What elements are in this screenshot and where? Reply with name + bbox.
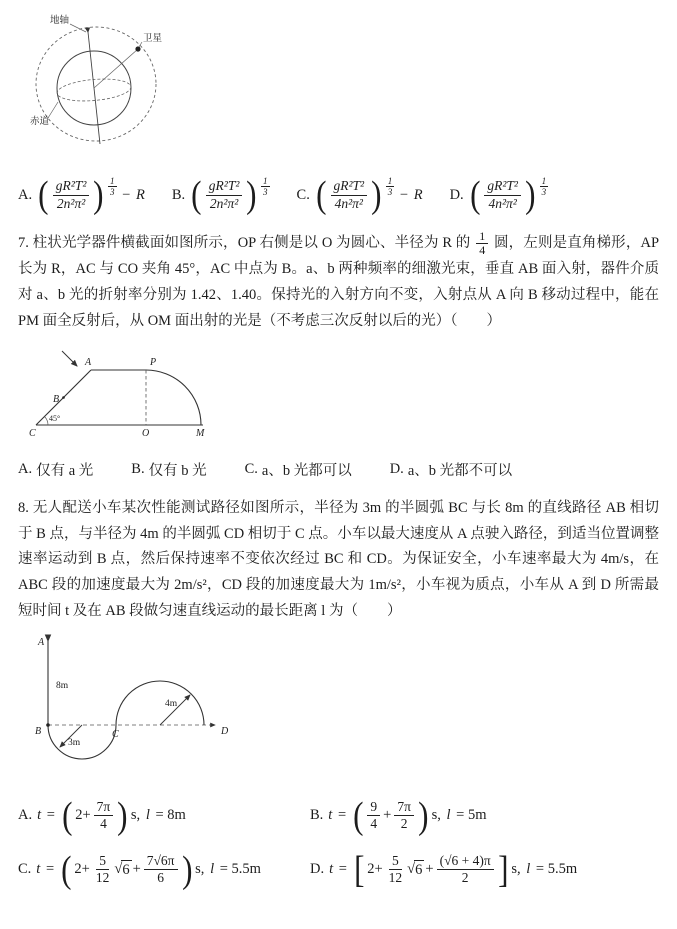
math-paren: ) (525, 174, 536, 216)
option-label: A. (18, 186, 33, 203)
label-b: B (35, 725, 42, 737)
incident-ray-arrow (62, 351, 77, 366)
option-8a (18, 794, 310, 837)
label-d: D (221, 725, 229, 737)
option-label: D. (449, 186, 464, 203)
math-text: + (383, 807, 392, 824)
math-paren: ] (497, 848, 509, 891)
option-8c (18, 848, 310, 891)
option-label: D. (310, 861, 325, 878)
math-paren: ( (191, 174, 202, 216)
label-m: M (196, 427, 205, 439)
option-7a (18, 459, 93, 480)
label-4m: 4m (165, 698, 178, 709)
equator-label: 赤道 (30, 117, 50, 127)
option-formula (36, 176, 146, 214)
math-variable: t (328, 807, 333, 824)
math-text: s, (431, 807, 445, 824)
math-fraction: $\frac{(√6 + 4)\pi}{2}$ (437, 853, 494, 886)
math-text: = 5.5m (532, 861, 578, 878)
question7-stem (18, 230, 659, 335)
math-fraction: $\frac{5}{12}$ (95, 853, 110, 886)
semicircle-cd (116, 681, 204, 725)
math-variable: l (145, 807, 150, 824)
angle-arc (45, 416, 48, 424)
math-text: = 5m (452, 807, 487, 824)
math-text: 2+ (367, 861, 383, 878)
math-text: = (43, 807, 59, 824)
option-formula (35, 848, 262, 891)
question8-stem (18, 496, 659, 625)
math-fraction: $\frac{1}{3}$ (387, 176, 393, 198)
math-fraction: $\frac{1}{3}$ (110, 176, 115, 198)
point-b-dot (46, 723, 50, 727)
math-paren: ) (371, 174, 382, 216)
math-text: s, (195, 861, 209, 878)
option-formula (327, 794, 487, 837)
option-label: C. (244, 460, 258, 477)
option-formula (314, 176, 424, 214)
math-fraction: $\frac{7\pi}{4}$ (94, 799, 114, 832)
option-label: B. (131, 460, 145, 477)
math-paren: ) (418, 794, 429, 837)
math-text: s, (511, 861, 525, 878)
math-variable: t (36, 861, 41, 878)
math-paren: ( (61, 794, 73, 837)
earth-axis-label: 地轴 (50, 16, 70, 26)
option-label: C. (296, 186, 310, 203)
satellite-label: 卫星 (143, 34, 163, 44)
math-paren: ( (315, 174, 327, 216)
option-formula (328, 848, 578, 891)
math-text: s, (130, 807, 144, 824)
math-fraction: $\frac{1}{3}$ (263, 176, 268, 198)
option-text: 仅有 a 光 (36, 462, 94, 479)
label-o: O (142, 427, 150, 439)
option-label: D. (389, 460, 404, 477)
math-variable: t (329, 861, 334, 878)
option-label: B. (171, 186, 186, 203)
axis-leader-line (70, 24, 86, 32)
label-b: B (53, 393, 60, 405)
math-text: + (132, 861, 141, 878)
math-paren: ( (38, 174, 49, 216)
label-a: A (85, 356, 92, 368)
math-text: − (396, 186, 412, 203)
math-text: 2+ (74, 861, 90, 878)
math-text: = 5.5m (216, 861, 261, 878)
math-text: = (334, 807, 350, 824)
math-fraction: $\frac{7√6\pi}{6}$ (144, 853, 178, 886)
stem-text: 圆，左则是直角梯形，AP 长为 R，AC 与 CO 夹角 45°，AC 中点为 B。a、b 两种频率的细激光束，垂直 AB 面入射，器件介质对 a、b 光的折射率分别为 1.42、1.40。保持光的入射方向不变，入射点从 A 向 B 移动过程中，能在 PM 面全反射后，从 OM 面出射的光是（不考虑三次反射以后的光）（ ） (18, 235, 660, 329)
option-text: a、b 光都可以 (261, 462, 352, 479)
math-sqrt: √ 6 (114, 861, 130, 879)
question6-options (18, 176, 659, 214)
point-b-dot (62, 396, 65, 399)
math-fraction: $\frac{7\pi}{2}$ (394, 799, 414, 832)
orbit-radius-line (94, 49, 138, 88)
math-paren: ) (246, 174, 257, 216)
stem-text: 8. 无人配送小车某次性能测试路径如图所示，半径为 3m 的半圆弧 BC 与长 8m 的直线路径 AB 相切于 B 点，与半径为 4m 的半圆弧 CD 相切于 C 点。小车以最大速度从 A 点驶入路径，到适当位置调整速率运动到 B 点，然后保持速率不变依次经过 BC 和 CD。为保证安全，小车速率最大为 4m/s，在 ABC 段的加速度最大为 2m/s²，CD 段的加速度最大为 1m/s²，小车视为质点，小车从 A 到 D 所需最短时间 t 及在 AB 段做匀速直线运动的最长距离 l 为（ ） (18, 499, 659, 619)
math-variable: R (135, 186, 145, 203)
option-7d (390, 459, 512, 480)
math-text: − (118, 186, 134, 203)
math-fraction: $\frac{1}{4}$ (476, 230, 488, 257)
math-fraction: $\frac{9}{4}$ (367, 799, 380, 832)
option-formula (189, 176, 270, 214)
equator-leader-line (48, 102, 58, 118)
stem-text: 7. 柱状光学器件横截面如图所示，OP 右侧是以 O 为圆心、半径为 R 的 (18, 235, 471, 252)
test-track-figure (32, 633, 257, 773)
math-text: = (335, 861, 351, 878)
satellite-orbit (36, 27, 156, 141)
math-fraction: $\frac{\text{gR²T²}}{\text{4n²π²}}$ (484, 178, 521, 211)
option-text: a、b 光都不可以 (407, 462, 513, 479)
label-c: C (112, 728, 119, 740)
math-paren: ( (60, 848, 72, 891)
math-text: = (42, 861, 58, 878)
math-text: 2+ (75, 807, 91, 824)
math-paren: [ (353, 848, 365, 891)
math-fraction: $\frac{5}{12}$ (388, 853, 403, 886)
quarter-circle-pm (146, 370, 201, 425)
math-paren: ( (469, 174, 481, 216)
option-label: A. (18, 807, 33, 824)
satellite-dot (135, 46, 140, 51)
option-7b (131, 459, 206, 480)
option-6a (18, 176, 146, 214)
math-fraction: $\frac{\text{gR²T²}}{\text{4n²π²}}$ (331, 178, 368, 211)
option-formula (36, 794, 187, 837)
label-c: C (29, 427, 36, 439)
label-a: A (38, 636, 45, 648)
semicircle-bc (48, 725, 116, 759)
label-p: P (150, 356, 157, 368)
option-6b (172, 176, 271, 214)
math-text: = 8m (151, 807, 186, 824)
option-label: C. (18, 861, 32, 878)
label-8m: 8m (56, 680, 69, 691)
option-8b (310, 794, 659, 837)
inline-fraction (474, 230, 490, 257)
math-fraction: $\frac{\text{gR²T²}}{\text{2n²π²}}$ (53, 178, 90, 211)
math-paren: ) (117, 794, 128, 837)
option-6c (297, 176, 424, 214)
option-8d (310, 848, 659, 891)
option-6d (450, 176, 550, 214)
optical-device-figure (24, 345, 234, 445)
math-variable: l (210, 861, 215, 878)
math-variable: l (446, 807, 451, 824)
option-formula (468, 176, 549, 214)
math-variable: l (526, 861, 531, 878)
math-paren: ) (93, 174, 104, 216)
question8-options (18, 794, 659, 891)
option-label: B. (310, 807, 324, 824)
label-3m: 3m (68, 737, 81, 748)
math-variable: t (37, 807, 42, 824)
option-7c (245, 459, 352, 480)
math-paren: ) (181, 848, 193, 891)
option-label: A. (18, 460, 33, 477)
math-fraction: $\frac{1}{3}$ (541, 176, 547, 198)
label-45deg: 45° (49, 413, 61, 423)
math-paren: ( (352, 794, 364, 837)
question7-options (18, 459, 659, 480)
math-fraction: $\frac{\text{gR²T²}}{\text{2n²π²}}$ (206, 178, 243, 211)
earth-satellite-figure (24, 10, 176, 150)
option-text: 仅有 b 光 (148, 462, 207, 479)
math-variable: R (413, 186, 423, 203)
math-sqrt: √ 6 (407, 861, 423, 879)
math-text: + (425, 861, 434, 878)
